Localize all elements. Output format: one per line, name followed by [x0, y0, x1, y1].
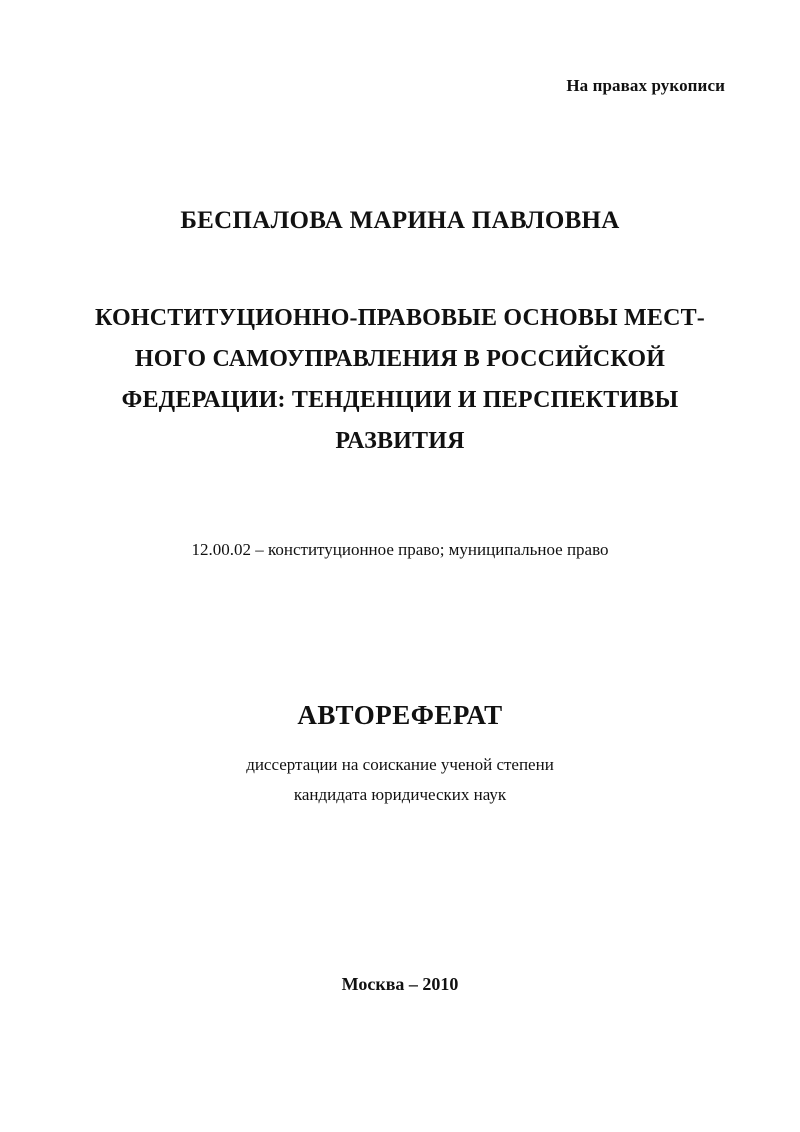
degree-purpose — [0, 750, 800, 810]
rights-notice: На правах рукописи — [566, 76, 725, 95]
purpose-line: диссертации на соискание ученой степени — [246, 755, 554, 774]
specialty-code: 12.00.02 – конституционное право; муниципальное право — [191, 540, 609, 559]
title-line: РАЗВИТИЯ — [335, 428, 465, 454]
title-line: НОГО САМОУПРАВЛЕНИЯ В РОССИЙСКОЙ — [134, 346, 666, 372]
document-type: АВТОРЕФЕРАТ — [297, 700, 503, 730]
dissertation-title — [70, 298, 730, 462]
title-line: КОНСТИТУЦИОННО-ПРАВОВЫЕ ОСНОВЫ МЕСТ- — [94, 305, 705, 331]
title-line: ФЕДЕРАЦИИ: ТЕНДЕНЦИИ И ПЕРСПЕКТИВЫ — [121, 387, 679, 413]
purpose-line: кандидата юридических наук — [293, 785, 507, 804]
city-year: Москва – 2010 — [341, 974, 459, 994]
author-name: БЕСПАЛОВА МАРИНА ПАВЛОВНА — [180, 207, 620, 234]
